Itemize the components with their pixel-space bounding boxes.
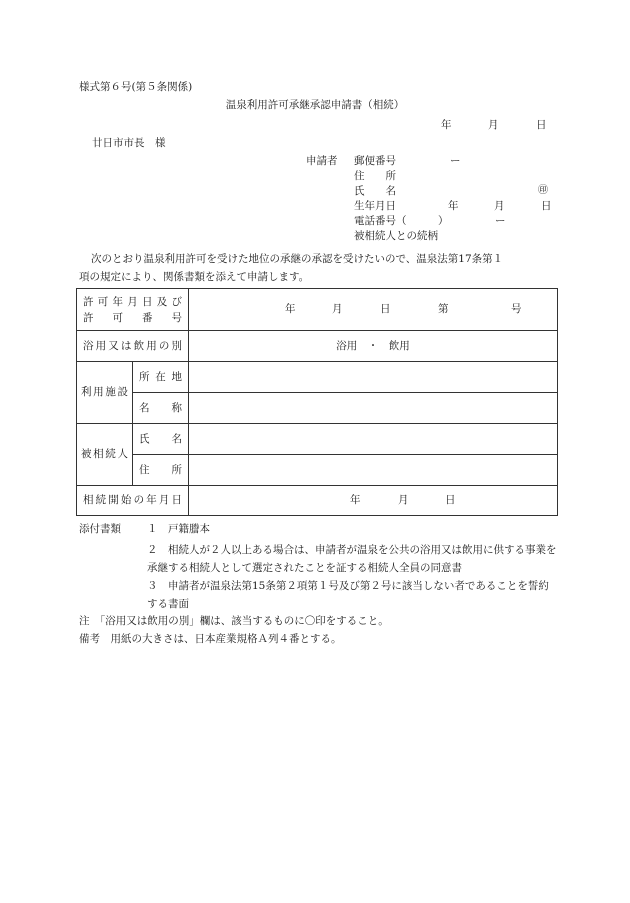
form-number: 様式第６号(第５条関係) [79, 81, 193, 93]
postal-code-label: 郵便番号 [354, 155, 396, 167]
permit-label-2: 許 可 番 号 [83, 311, 182, 324]
applicant-label: 申請者 [306, 155, 338, 167]
permit-month: 月 [332, 303, 343, 315]
relation-label: 被相続人との続柄 [354, 230, 438, 242]
table-row [77, 289, 558, 331]
remark-text: 備考 用紙の大きさは、日本産業規格Ａ列４番とする。 [79, 633, 342, 645]
inherit-day: 日 [445, 494, 456, 506]
attachments-label: 添付書類 [79, 523, 121, 535]
body-line-2: 項の規定により、関係書類を添えて申請します。 [79, 271, 310, 283]
inherit-year: 年 [350, 494, 361, 506]
date-month-label: 月 [488, 119, 499, 131]
attachment-item-3: ３ 申請者が温泉法第15条第２項第１号及び第２号に該当しない者であることを誓約する書面 [147, 580, 549, 610]
facility-location-field[interactable] [189, 362, 558, 393]
facility-name-label: 名 称 [133, 393, 189, 424]
date-year-label: 年 [441, 119, 452, 131]
permit-day: 日 [380, 303, 391, 315]
birth-month-label: 月 [494, 200, 505, 212]
addressee: 廿日市市長 様 [92, 137, 166, 149]
inherit-label: 相続開始の年月日 [77, 486, 189, 516]
phone-dash: ー [495, 215, 506, 227]
attachment-item-2: ２ 相続人が２人以上ある場合は、申請者が温泉を公共の浴用又は飲用に供する事業を承継する相続人として選定されたことを証する相続人全員の同意書 [147, 544, 557, 574]
address-label: 住 所 [354, 170, 396, 182]
decedent-name-field[interactable] [189, 424, 558, 455]
birthdate-label: 生年月日 [354, 200, 396, 212]
facility-location-label: 所在地 [133, 362, 189, 393]
permit-dai: 第 [438, 303, 449, 315]
inherit-month: 月 [398, 494, 409, 506]
postal-dash: ー [450, 155, 461, 167]
attachment-item-1: １ 戸籍謄本 [147, 523, 210, 535]
use-label: 浴用又は飲用の別 [77, 331, 189, 362]
decedent-label: 被相続人 [77, 424, 133, 486]
application-table [76, 288, 558, 516]
birth-year-label: 年 [448, 200, 459, 212]
seal-mark: ㊞ [538, 185, 548, 196]
use-value[interactable]: 浴用 ・ 飲用 [189, 331, 558, 362]
decedent-address-label: 住 所 [133, 455, 189, 486]
permit-go: 号 [511, 303, 522, 315]
table-row [77, 362, 558, 393]
page-title: 温泉利用許可承継承認申請書（相続） [225, 99, 405, 111]
facility-name-field[interactable] [189, 393, 558, 424]
inherit-value-cell[interactable] [189, 486, 558, 516]
permit-label-cell [77, 289, 189, 331]
table-row [77, 424, 558, 455]
permit-value-cell[interactable] [189, 289, 558, 331]
table-row [77, 486, 558, 516]
name-label: 氏 名 [354, 185, 396, 197]
decedent-name-label: 氏 名 [133, 424, 189, 455]
note-text: 注 「浴用又は飲用の別」欄は、該当するものに〇印をすること。 [79, 615, 389, 627]
permit-label-1: 許可年月日及び [83, 295, 182, 308]
birth-day-label: 日 [541, 200, 552, 212]
date-day-label: 日 [536, 119, 547, 131]
facility-label: 利用施設 [77, 362, 133, 424]
permit-year: 年 [285, 303, 296, 315]
body-text [79, 250, 559, 286]
table-row [77, 331, 558, 362]
table-row [77, 393, 558, 424]
decedent-address-field[interactable] [189, 455, 558, 486]
table-row [77, 455, 558, 486]
body-line-1: 次のとおり温泉利用許可を受けた地位の承継の承認を受けたいので、温泉法第17条第１ [91, 253, 504, 265]
phone-label: 電話番号（ ） [354, 215, 449, 227]
